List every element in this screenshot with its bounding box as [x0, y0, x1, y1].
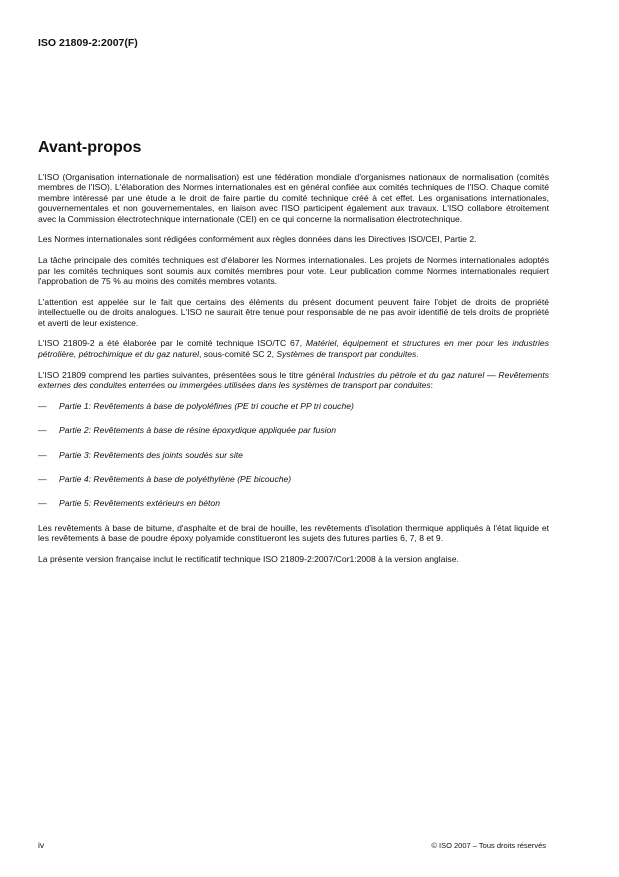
list-item: — Partie 4: Revêtements à base de polyéthylène (PE bicouche): [38, 474, 292, 485]
list-item: — Partie 5: Revêtements extérieurs en béton: [38, 498, 220, 509]
paragraph-iso-intro: L'ISO (Organisation internationale de normalisation) est une fédération mondiale d'organismes nationaux de normalisation (comités membres de l'ISO). L'élaboration des Normes internationales est en général confiée aux comités techniques de l'ISO. Chaque comité membre intéressé par une étude a le droit de faire partie du comité technique créé à cet effet. Les organisations internationales, gouvernementales et non gouvernementales, en liaison avec l'ISO participent également aux travaux. L'ISO collabore étroitement avec la Commission électrotechnique internationale (CEI) en ce qui concerne la normalisation électrotechnique.: [38, 172, 549, 224]
paragraph-committee: L'ISO 21809-2 a été élaborée par le comité technique ISO/TC 67, Matériel, équipement et structures en mer pour les industries pétrolière, pétrochimique et du gaz naturel, sous-comité SC 2, Systèmes de transport par conduites.: [38, 338, 549, 359]
document-id-header: ISO 21809-2:2007(F): [38, 37, 138, 49]
foreword-body: [38, 172, 549, 575]
dash-bullet: —: [38, 498, 47, 509]
dash-bullet: —: [38, 474, 47, 485]
paragraph-corrigendum: La présente version française inclut le rectificatif technique ISO 21809-2:2007/Cor1:2008 à la version anglaise.: [38, 554, 459, 565]
page-number: iv: [38, 840, 45, 850]
page-title: Avant-propos: [38, 139, 142, 156]
parts-list: [38, 401, 549, 509]
dash-bullet: —: [38, 400, 47, 411]
paragraph-main-task: La tâche principale des comités techniques est d'élaborer les Normes internationales. Les projets de Normes internationales adoptés par les comités techniques sont soumis aux comités membres pour vote. Leur publication comme Normes internationales requiert l'approbation de 75 % au moins des comités membres votants.: [38, 255, 549, 287]
dash-bullet: —: [38, 425, 47, 436]
copyright-notice: © ISO 2007 – Tous droits réservés: [431, 841, 546, 850]
list-item: — Partie 1: Revêtements à base de polyoléfines (PE tri couche et PP tri couche): [38, 400, 354, 411]
paragraph-directives: Les Normes internationales sont rédigées conformément aux règles données dans les Directives ISO/CEI, Partie 2.: [38, 234, 477, 245]
paragraph-parts-intro: L'ISO 21809 comprend les parties suivantes, présentées sous le titre général Industries du pétrole et du gaz naturel — Revêtements externes des conduites enterrées ou immergées utilisées dans les systèmes de transport par conduites:: [38, 369, 549, 391]
list-item: — Partie 2: Revêtements à base de résine époxydique appliquée par fusion: [38, 425, 337, 436]
paragraph-future-parts: Les revêtements à base de bitume, d'asphalte et de brai de houille, les revêtements d'isolation thermique appliqués à l'état liquide et les revêtements à base de poudre époxy polyamide constitueront les sujets des futures parties 6, 7, 8 et 9.: [38, 522, 549, 544]
dash-bullet: —: [38, 449, 47, 460]
list-item: — Partie 3: Revêtements des joints soudés sur site: [38, 449, 243, 460]
paragraph-patent-notice: L'attention est appelée sur le fait que certains des éléments du présent document peuvent faire l'objet de droits de propriété intellectuelle ou de droits analogues. L'ISO ne saurait être tenue pour responsable de ne pas avoir identifié de tels droits de propriété et averti de leur existence.: [38, 296, 549, 328]
